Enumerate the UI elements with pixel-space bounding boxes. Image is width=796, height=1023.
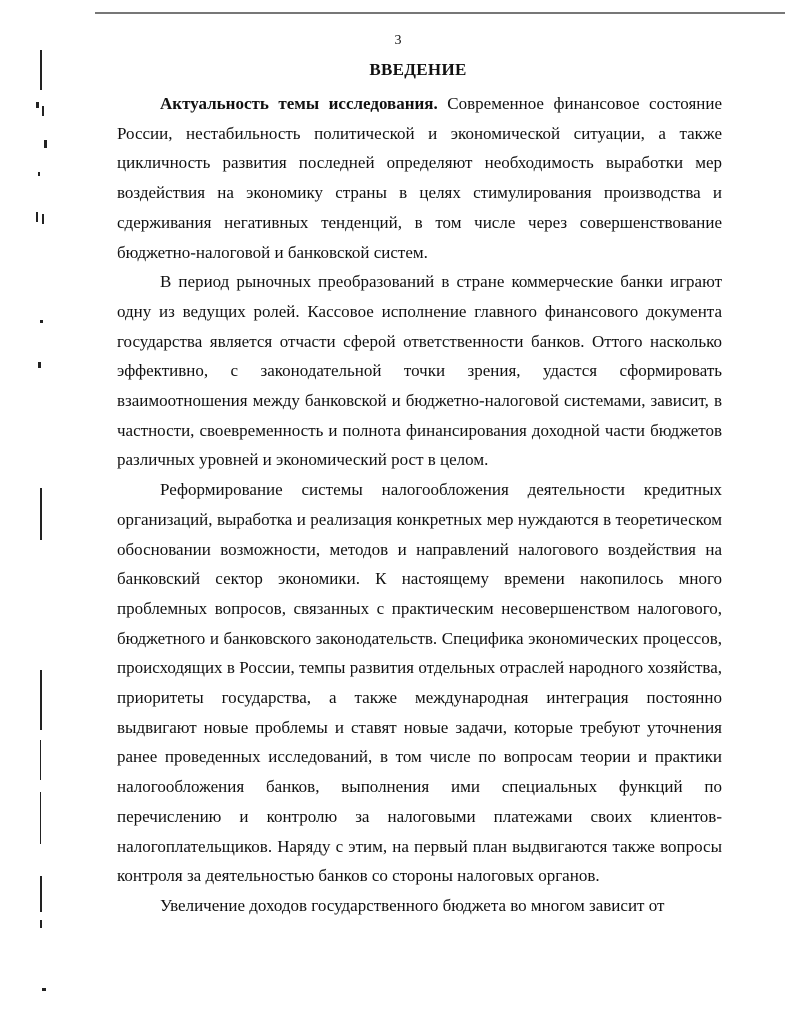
- document-body: [117, 89, 722, 921]
- top-border-line: [95, 12, 785, 14]
- page-number: 3: [394, 33, 402, 48]
- paragraph-budget-revenue: Увеличение доходов государственного бюджета во многом зависит от: [160, 895, 665, 915]
- paragraph-market-transformations: В период рыночных преобразований в стране коммерческие банки играют одну из ведущих ролей. Кассовое исполнение главного финансового документа государства является отчасти сферой ответственности банков. Оттого насколько эффективно, с законодательной точки зрения, удастся сформировать взаимоотношения между банковской и бюджетно-налоговой системами, зависит, в частности, своевременность и полнота финансирования доходной части бюджетов различных уровней и экономический рост в целом.: [117, 272, 722, 470]
- paragraph-relevance: [117, 89, 722, 267]
- page-title: ВВЕДЕНИЕ: [369, 60, 467, 79]
- paragraph-text: Современное финансовое состояние России, нестабильность политической и экономической ситуации, а также цикличность развития последней определяют необходимость выработки мер воздействия на экономику страны в целях стимулирования производства и сдерживания негативных тенденций, в том числе через совершенствование бюджетно-налоговой и банковской систем.: [117, 94, 723, 262]
- paragraph-lead-heading: Актуальность темы исследования.: [160, 94, 438, 113]
- scan-margin-marks: [28, 40, 58, 1020]
- paragraph-reform: Реформирование системы налогообложения деятельности кредитных организаций, выработка и реализация конкретных мер нуждаются в теоретическом обосновании возможности, методов и направлений налогового воздействия на банковский сектор экономики. К настоящему времени накопилось много проблемных вопросов, связанных с практическим несовершенством налогового, бюджетного и банковского законодательств. Специфика экономических процессов, происходящих в России, темпы развития отдельных отраслей народного хозяйства, приоритеты государства, а также международная интеграция постоянно выдвигают новые проблемы и ставят новые задачи, которые требуют уточнения ранее проведенных исследований, в том числе по вопросам теории и практики налогообложения банков, выполнения ими специальных функций по перечислению и контролю за налоговыми платежами своих клиентов-налогоплательщиков. Наряду с этим, на первый план выдвигаются также вопросы контроля за деятельностью банков со стороны налоговых органов.: [117, 480, 722, 886]
